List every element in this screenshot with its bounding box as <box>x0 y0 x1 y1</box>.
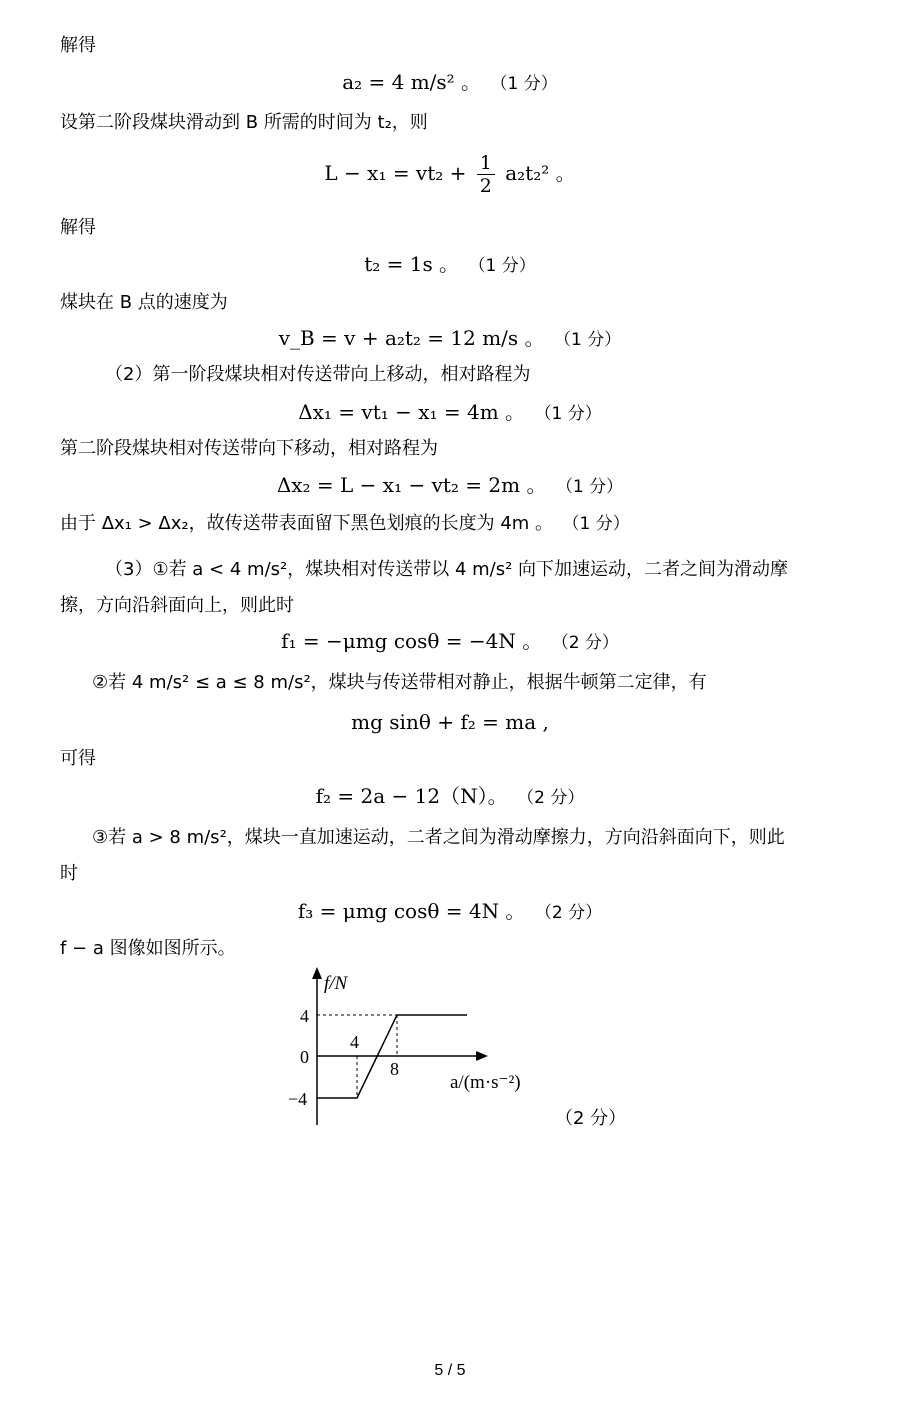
equation-vb <box>0 324 900 354</box>
score-1: （1 分） <box>499 74 558 94</box>
equation-f1 <box>0 627 900 657</box>
equation-a2-text: a₂ = 4 m/s² 。 <box>342 70 482 94</box>
fraction-half <box>477 152 495 197</box>
equation-newton <box>0 708 900 736</box>
equation-dx2 <box>0 471 900 501</box>
score-2: （1 分） <box>477 256 536 276</box>
y-axis-arrow <box>312 967 322 979</box>
x-tick-8: 8 <box>390 1059 399 1079</box>
text-stage2-relative: 第二阶段煤块相对传送带向下移动，相对路程为 <box>60 438 438 459</box>
fraction-denominator: 2 <box>479 175 492 197</box>
text-part3-case2: ②若 4 m/s² ≤ a ≤ 8 m/s²，煤块与传送带相对静止，根据牛顿第二定律，有 <box>92 672 707 693</box>
text-part3-case3: ③若 a > 8 m/s²，煤块一直加速运动，二者之间为滑动摩擦力，方向沿斜面向下，则此 <box>92 827 785 848</box>
equation-f2-text: f₂ = 2a − 12（N）。 <box>315 784 508 808</box>
score-8: （2 分） <box>525 788 585 808</box>
equation-f3-text: f₃ = μmg cosθ = 4N 。 <box>297 899 526 923</box>
score-4: （1 分） <box>543 404 602 424</box>
x-axis-label: a/(m·s⁻²) <box>450 1072 521 1093</box>
fraction-numerator: 1 <box>477 152 495 175</box>
score-7: （2 分） <box>560 633 619 653</box>
score-graph: （2 分） <box>555 1108 627 1129</box>
text-velocity-b: 煤块在 B 点的速度为 <box>60 292 228 313</box>
score-3: （1 分） <box>562 330 622 350</box>
x-axis-arrow <box>476 1051 488 1061</box>
text-graph-intro: f − a 图像如图所示。 <box>60 938 236 959</box>
equation-f3 <box>0 897 900 927</box>
equation-t2-text: t₂ = 1s 。 <box>364 252 460 276</box>
text-solve-2: 解得 <box>60 217 96 238</box>
equation-t2 <box>0 250 900 280</box>
text-obtain: 可得 <box>60 748 96 769</box>
y-tick-4: 4 <box>300 1006 309 1026</box>
text-stage2-time: 设第二阶段煤块滑动到 B 所需的时间为 t₂，则 <box>60 112 428 133</box>
equation-displacement-left: L − x₁ = vt₂ + <box>324 161 467 185</box>
f-a-graph <box>270 965 570 1135</box>
y-tick-neg4: −4 <box>288 1089 308 1109</box>
equation-vb-text: v_B = v + a₂t₂ = 12 m/s 。 <box>278 326 545 350</box>
text-part3-case1: （3）①若 a < 4 m/s²，煤块相对传送带以 4 m/s² 向下加速运动，二者之间为滑动摩 <box>105 559 789 580</box>
equation-displacement <box>0 152 900 197</box>
text-part2: （2）第一阶段煤块相对传送带向上移动，相对路程为 <box>105 364 531 385</box>
equation-displacement-right: a₂t₂² 。 <box>505 161 576 185</box>
score-5: （1 分） <box>564 477 624 497</box>
equation-f1-text: f₁ = −μmg cosθ = −4N 。 <box>281 629 543 653</box>
text-part3-case3-cont: 时 <box>60 863 78 884</box>
y-axis-label: f/N <box>324 973 348 994</box>
y-tick-0: 0 <box>300 1047 309 1067</box>
equation-dx2-text: Δx₂ = L − x₁ − vt₂ = 2m 。 <box>276 473 547 497</box>
text-scratch-length-body: 由于 Δx₁ > Δx₂，故传送带表面留下黑色划痕的长度为 4m 。 <box>60 513 554 534</box>
text-part3-case1-cont: 擦，方向沿斜面向上，则此时 <box>60 595 294 616</box>
equation-f2 <box>0 782 900 812</box>
equation-a2 <box>0 68 900 98</box>
x-tick-4: 4 <box>350 1032 359 1052</box>
score-6: （1 分） <box>571 514 630 534</box>
equation-newton-text: mg sinθ + f₂ = ma , <box>351 710 549 734</box>
equation-dx1-text: Δx₁ = vt₁ − x₁ = 4m 。 <box>298 400 526 424</box>
page-number: 5 / 5 <box>434 1362 466 1379</box>
score-9: （2 分） <box>543 903 603 923</box>
text-solve-1: 解得 <box>60 35 96 56</box>
equation-dx1 <box>0 398 900 428</box>
text-scratch-length <box>60 511 630 537</box>
